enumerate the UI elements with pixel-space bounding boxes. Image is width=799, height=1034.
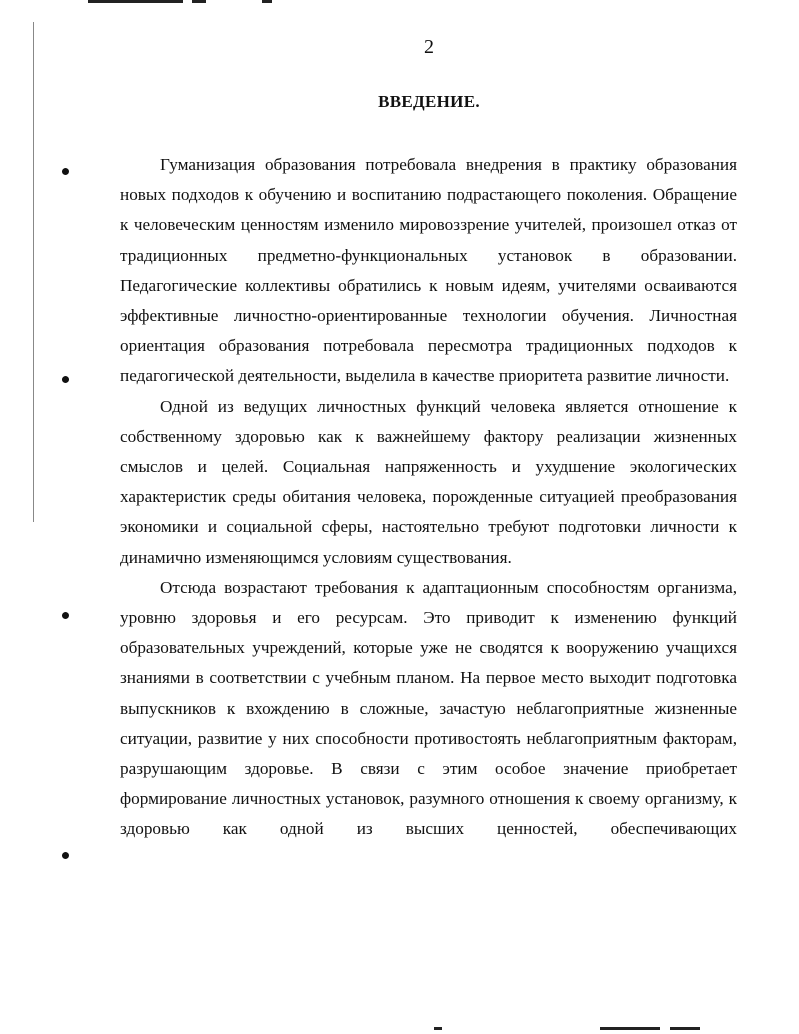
page-number: 2: [424, 36, 434, 58]
body-text: [120, 150, 737, 845]
paragraph: Одной из ведущих личностных функций человека является отношение к собственному здоровью как к важнейшему фактору реализации жизненных смыслов и целей. Социальная напряженность и ухудшение экологических характеристик среды обитания человека, порожденные ситуацией преобразования экономики и социальной сферы, настоятельно требуют подготовки личности к динамично изменяющимся условиям существования.: [120, 396, 737, 567]
paragraph: Отсюда возрастают требования к адаптационным способностям организма, уровню здоровья и его ресурсам. Это приводит к изменению функций образовательных учреждений, которые уже не сводятся к вооружению учащихся знаниями в соответствии с учебным планом. На первое место выходит подготовка выпускников к вхождению в сложные, зачастую неблагоприятные жизненные ситуации, развитие у них способности противостоять неблагоприятным факторам, разрушающим здоровье. В связи с этим особое значение приобретает формирование личностных установок, разумного отношения к своему организму, к здоровью как одной из высших ценностей, обеспечивающих: [120, 577, 737, 839]
scan-mark-bottom: [670, 1027, 700, 1030]
scan-mark-top: [88, 0, 183, 3]
punch-hole-mark: [61, 611, 70, 620]
punch-hole-mark: [61, 375, 70, 384]
section-heading: ВВЕДЕНИЕ.: [378, 92, 480, 111]
scan-mark-bottom: [434, 1027, 442, 1030]
punch-hole-mark: [61, 167, 70, 176]
scan-mark-top: [192, 0, 206, 3]
scan-mark-top: [262, 0, 272, 3]
punch-hole-mark: [61, 851, 70, 860]
paragraph: Гуманизация образования потребовала внедрения в практику образования новых подходов к обучению и воспитанию подрастающего поколения. Обращение к человеческим ценностям изменило мировоззрение учителей, произошел отказ от традиционных предметно-функциональных установок в образовании. Педагогические коллективы обратились к новым идеям, учителями осваиваются эффективные личностно-ориентированные технологии обучения. Личностная ориентация образования потребовала пересмотра традиционных подходов к педагогической деятельности, выделила в качестве приоритета развитие личности.: [120, 155, 737, 386]
scan-mark-bottom: [600, 1027, 660, 1030]
